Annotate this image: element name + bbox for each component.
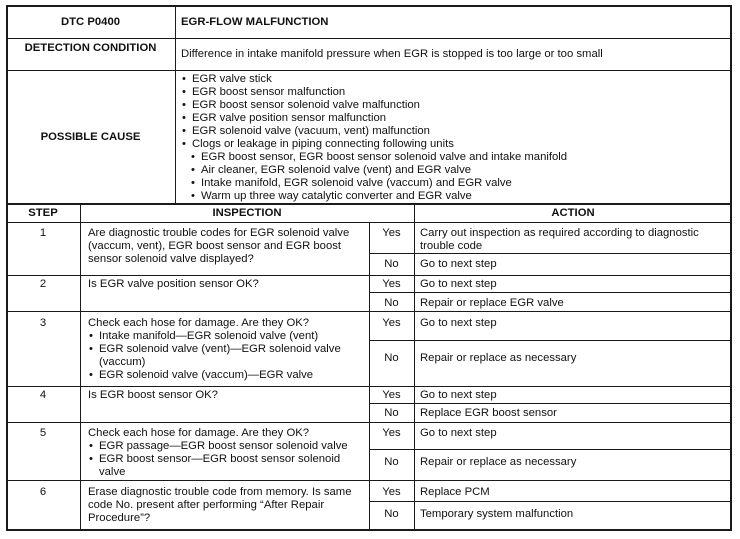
step-number: 1 [39, 227, 47, 239]
step-inspection: Check each hose for damage. Are they OK? [88, 317, 310, 329]
possible-cause-list [181, 73, 726, 203]
no-action: Repair or replace as necessary [420, 352, 577, 364]
cause-sub-item: • Air cleaner, EGR solenoid valve (vent) and EGR valve [190, 164, 726, 177]
inspection-bullet: • EGR solenoid valve (vaccum)—EGR valve [88, 369, 368, 382]
yes-action: Go to next step [420, 317, 497, 329]
rule [369, 403, 732, 404]
no-label: No [384, 508, 399, 520]
step-number: 5 [39, 427, 47, 439]
no-action: Repair or replace as necessary [420, 456, 577, 468]
yes-label: Yes [382, 278, 401, 290]
rule [369, 340, 732, 341]
step-number: 6 [39, 486, 47, 498]
no-label: No [384, 258, 399, 270]
inspection-bullet: • EGR boost sensor—EGR boost sensor solenoid valve [88, 453, 368, 479]
dtc-procedure-table [6, 5, 732, 531]
cause-sub-item: • EGR boost sensor, EGR boost sensor solenoid valve and intake manifold [190, 151, 726, 164]
yes-action: Go to next step [420, 389, 497, 401]
yes-action: Go to next step [420, 427, 497, 439]
detection-text: Difference in intake manifold pressure when EGR is stopped is too large or too small [181, 48, 603, 60]
detection-label: DETECTION CONDITION [24, 42, 157, 54]
cause-item: • Clogs or leakage in piping connecting following units [181, 138, 726, 151]
column-header-action: ACTION [551, 207, 595, 219]
rule [414, 203, 415, 531]
yes-label: Yes [382, 389, 401, 401]
rule [369, 292, 732, 293]
cause-sub-item: • Intake manifold, EGR solenoid valve (vaccum) and EGR valve [190, 177, 726, 190]
no-action: Temporary system malfunction [420, 508, 574, 520]
inspection-bullet: • EGR solenoid valve (vent)—EGR solenoid valve (vaccum) [88, 343, 368, 369]
column-header-inspection: INSPECTION [212, 207, 282, 219]
rule [175, 5, 176, 203]
no-label: No [384, 352, 399, 364]
rule [6, 70, 732, 71]
rule [6, 38, 732, 39]
rule [369, 449, 732, 450]
step-inspection-block [88, 427, 368, 479]
step-inspection: Is EGR boost sensor OK? [88, 389, 218, 401]
step-inspection: Erase diagnostic trouble code from memory. Is same code No. present after performing “After Repair Procedure”? [88, 486, 352, 524]
rule [6, 203, 732, 205]
inspection-bullet: • EGR passage—EGR boost sensor solenoid valve [88, 440, 368, 453]
yes-action: Replace PCM [420, 486, 490, 498]
yes-action: Go to next step [420, 278, 497, 290]
step-number: 2 [39, 278, 47, 290]
possible-cause-label: POSSIBLE CAUSE [40, 131, 141, 143]
cause-item: • EGR solenoid valve (vacuum, vent) malfunction [181, 125, 726, 138]
cause-item: • EGR valve stick [181, 73, 726, 86]
cause-sub-item: • Warm up three way catalytic converter and EGR valve [190, 190, 726, 203]
no-action: Replace EGR boost sensor [420, 407, 557, 419]
step-number: 3 [39, 317, 47, 329]
dtc-code: DTC P0400 [60, 16, 121, 28]
column-header-step: STEP [28, 207, 58, 219]
rule [369, 253, 732, 254]
no-label: No [384, 407, 399, 419]
rule [80, 203, 81, 531]
rule [369, 501, 732, 502]
cause-item: • EGR valve position sensor malfunction [181, 112, 726, 125]
yes-label: Yes [382, 317, 401, 329]
no-label: No [384, 456, 399, 468]
step-inspection: Is EGR valve position sensor OK? [88, 278, 259, 290]
yes-label: Yes [382, 427, 401, 439]
dtc-title: EGR-FLOW MALFUNCTION [181, 16, 329, 28]
step-inspection: Check each hose for damage. Are they OK? [88, 427, 310, 439]
step-inspection-block [88, 317, 368, 382]
yes-label: Yes [382, 486, 401, 498]
inspection-bullet: • Intake manifold—EGR solenoid valve (vent) [88, 330, 368, 343]
no-action: Repair or replace EGR valve [420, 297, 564, 309]
yes-label: Yes [382, 227, 401, 239]
cause-item: • EGR boost sensor solenoid valve malfunction [181, 99, 726, 112]
no-label: No [384, 297, 399, 309]
step-inspection: Are diagnostic trouble codes for EGR solenoid valve (vaccum, vent), EGR boost sensor and EGR boost sensor solenoid valve displayed? [88, 227, 350, 265]
no-action: Go to next step [420, 258, 497, 270]
step-number: 4 [39, 389, 47, 401]
cause-item: • EGR boost sensor malfunction [181, 86, 726, 99]
yes-action: Carry out inspection as required according to diagnostic trouble code [420, 227, 699, 252]
